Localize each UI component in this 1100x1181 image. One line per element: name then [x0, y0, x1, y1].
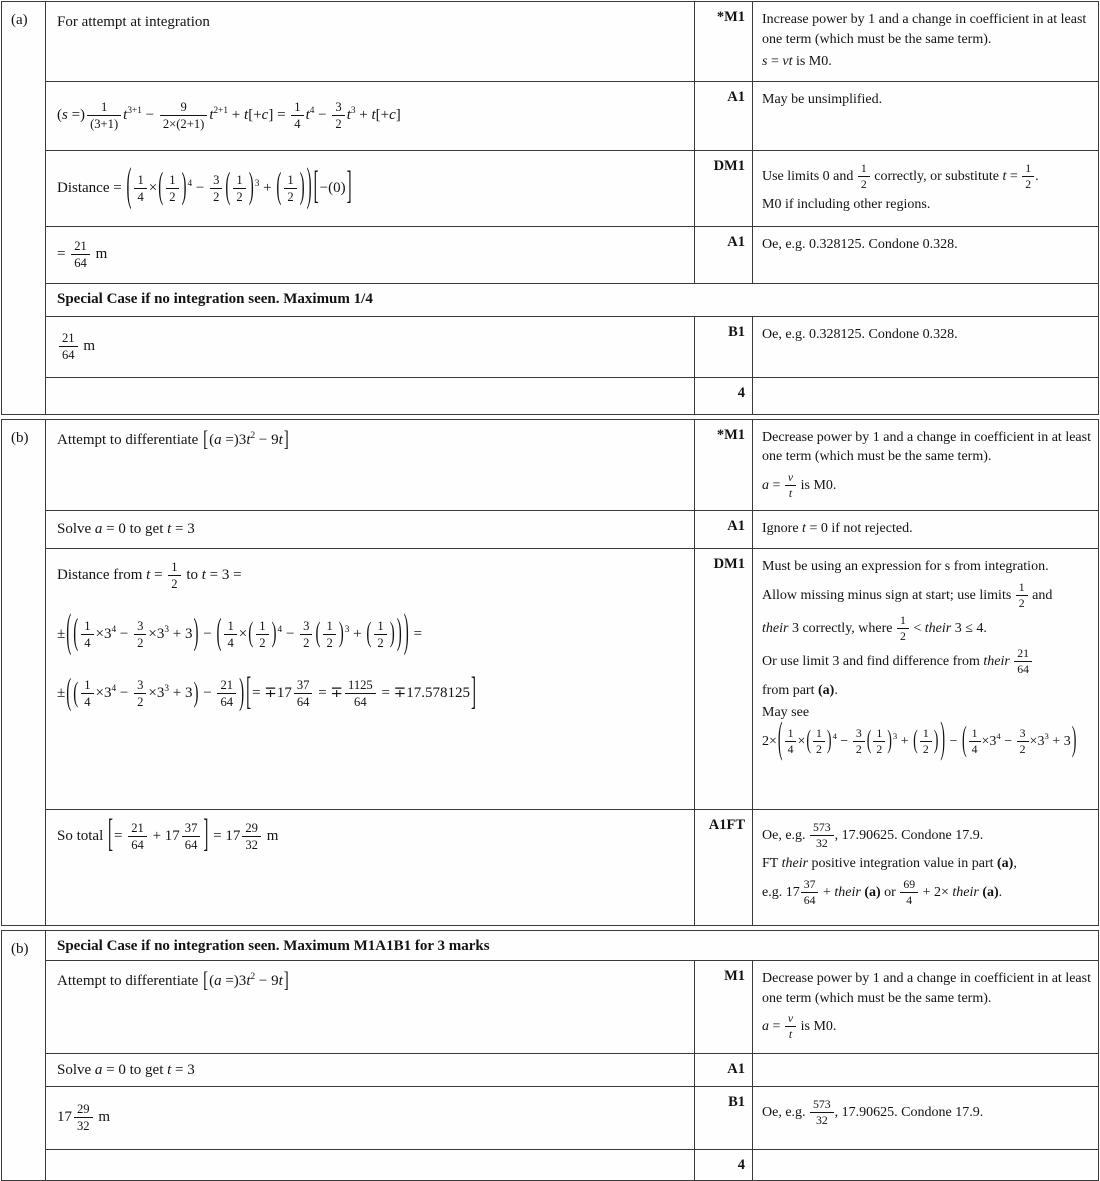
note-cell — [753, 1087, 1098, 1149]
work-line: So total [= $\frac{21}{64}$ + 17 $\frac{37}{64}$ ] = 17 $\frac{29}{32}$ m — [57, 821, 684, 852]
work-line: ±( ( $\frac{1}{4}$ $\times 3^4$ − $\frac{3}{2}$ $\times 3^3 + 3$) − ( $\frac{1}{4}$ ×( $\frac{1}{2}$ )$^4$ − $\frac{3}{2}$ ( $\frac{1}{2}$ )$^3$ + ( $\frac{1}{2}$ ) ) ) = — [57, 619, 684, 650]
scheme-row — [46, 810, 1098, 925]
fraction: $\frac{1}{2}$ — [233, 173, 245, 204]
paren-fence: ) — [299, 167, 305, 208]
paren-fence: ( — [158, 167, 164, 208]
rows-b — [46, 420, 1098, 925]
mark-label: A1 — [727, 233, 745, 250]
paren-fence: ) — [193, 613, 199, 654]
fraction: $\frac{21}{64}$ — [59, 331, 78, 362]
note-cell — [753, 1054, 1098, 1086]
paren-fence: ( — [866, 726, 872, 756]
note-line: Oe, e.g. 0.328125. Condone 0.328. — [762, 326, 958, 342]
note-line: Oe, e.g. 0.328125. Condone 0.328. — [762, 236, 958, 252]
work-line: Distance = ( $\frac{1}{4}$ ×( $\frac{1}{2}$ )$^4$ − $\frac{3}{2}$ ( $\frac{1}{2}$ )$^3$ + ( $\frac{1}{2}$ ) ) [−(0)] — [57, 173, 684, 204]
note-cell — [753, 549, 1098, 809]
note-cell — [753, 151, 1098, 226]
paren-fence: ] — [203, 814, 209, 857]
note-cell — [753, 2, 1098, 81]
paren-fence: ) — [239, 672, 245, 713]
mark-cell — [694, 317, 753, 377]
note-cell — [753, 511, 1098, 548]
fraction: $\frac{37}{64}$ — [801, 878, 819, 907]
mark-label: M1 — [724, 967, 745, 984]
note-cell — [753, 1150, 1098, 1180]
mark-label: A1FT — [708, 816, 745, 833]
fraction: $\frac{1}{2}$ — [1022, 162, 1034, 191]
fraction: $\frac{1}{4}$ — [785, 727, 797, 756]
work-cell — [46, 317, 694, 377]
note-line: May see — [762, 705, 810, 721]
mark-cell — [694, 82, 753, 150]
work-cell — [46, 378, 694, 414]
section-b-special — [1, 930, 1099, 1181]
mark-cell — [694, 1087, 753, 1149]
note-cell — [753, 961, 1098, 1053]
mark-cell — [694, 378, 753, 414]
fraction: $\frac{37}{64}$ — [182, 821, 201, 852]
paren-fence: ( — [66, 608, 72, 659]
note-line: Or use limit 3 and find difference from their $\frac{21}{64}$ — [762, 647, 1092, 676]
note-line: Must be using an expression for s from integration. — [762, 558, 1049, 574]
paren-fence: ) — [403, 608, 409, 659]
scheme-row — [46, 2, 1098, 82]
fraction: $\frac{21}{64}$ — [1014, 647, 1032, 676]
mark-label: A1 — [727, 518, 745, 535]
paren-fence: ( — [66, 672, 72, 713]
note-line: their 3 correctly, where $\frac{1}{2}$ < their 3 ≤ 4. — [762, 613, 987, 644]
special-case-text: Special Case if no integration seen. Maximum 1/4 — [57, 290, 373, 307]
note-line: Ignore t = 0 if not rejected. — [762, 521, 913, 537]
mark-label: B1 — [728, 1093, 745, 1110]
rows-b-special — [46, 931, 1098, 1180]
fraction: $\frac{1}{4}$ — [81, 678, 93, 709]
work-cell — [46, 549, 694, 809]
work-line: = $\frac{21}{64}$ m — [57, 239, 108, 271]
section-a — [1, 1, 1099, 415]
scheme-row — [46, 317, 1098, 378]
note-line: Decrease power by 1 and a change in coefficient in at least one term (which must be the same term). — [762, 429, 1091, 465]
mark-label: B1 — [728, 323, 745, 340]
scheme-row — [46, 1087, 1098, 1150]
mark-label: 4 — [737, 1156, 745, 1173]
paren-fence: ) — [933, 726, 939, 756]
bracket-fence: [ — [246, 672, 252, 714]
paren-fence: ( — [366, 618, 372, 650]
paren-fence: ( — [315, 618, 321, 650]
note-line: Use limits 0 and $\frac{1}{2}$ correctly, or substitute t = $\frac{1}{2}$ . — [762, 161, 1039, 191]
work-cell — [46, 151, 694, 226]
fraction: $\frac{1}{2}$ — [168, 560, 180, 591]
note-cell — [753, 378, 1098, 414]
paren-fence: ) — [248, 167, 254, 208]
mark-label: *M1 — [716, 426, 745, 443]
fraction: $\frac{1}{2}$ — [813, 727, 825, 756]
fraction: $\frac{1}{2}$ — [897, 614, 909, 643]
scheme-row — [46, 227, 1098, 284]
mark-cell — [694, 961, 753, 1053]
fraction: $\frac{3}{2}$ — [210, 173, 222, 204]
paren-fence: ( — [913, 726, 918, 756]
fraction: $\frac{1}{2}$ — [920, 727, 932, 756]
work-line: (s =) $\frac{1}{(3+1)}$ $t^{3+1}$ − $\frac{9}{2\times(2+1)}$ $t^{2+1} + t[+c]$ = $\frac{1}{4}$ $t^4$ − $\frac{3}{2}$ $t^3 + t[+c]$ — [57, 100, 401, 132]
note-line: Oe, e.g. $\frac{573}{32}$ , 17.90625. Condone 17.9. — [762, 820, 984, 851]
scheme-row — [46, 82, 1098, 151]
paren-fence: ( — [73, 613, 79, 654]
note-line: Decrease power by 1 and a change in coefficient in at least one term (which must be the same term). — [762, 970, 1091, 1006]
paren-fence: ( — [216, 613, 222, 654]
fraction: $\frac{1125}{64}$ — [345, 678, 376, 709]
fraction: $\frac{29}{32}$ — [242, 821, 261, 852]
bracket-fence: [ — [203, 968, 209, 993]
part-label: (b) — [2, 420, 46, 925]
fraction: $\frac{v}{t}$ — [785, 471, 796, 500]
mark-label: A1 — [727, 88, 745, 105]
fraction: $\frac{573}{32}$ — [810, 821, 834, 850]
note-line: FT their positive integration value in part (a), — [762, 856, 1017, 872]
note-line: s = vt is M0. — [762, 54, 832, 70]
note-line: May be unsimplified. — [762, 91, 883, 107]
work-line: 17 $\frac{29}{32}$ m — [57, 1102, 111, 1134]
fraction: $\frac{3}{2}$ — [134, 619, 146, 650]
work-cell — [46, 227, 694, 283]
scheme-row — [46, 549, 1098, 810]
mark-cell — [694, 151, 753, 226]
fraction: $\frac{1}{2}$ — [323, 619, 335, 650]
fraction: $\frac{1}{2}$ — [858, 162, 870, 191]
fraction: $\frac{1}{4}$ — [134, 173, 146, 204]
mark-label: *M1 — [716, 9, 745, 25]
note-cell — [753, 227, 1098, 283]
mark-scheme-table — [1, 1, 1099, 1181]
work-cell — [46, 1150, 694, 1180]
rows-a — [46, 2, 1098, 414]
work-cell — [46, 961, 694, 1053]
fraction: $\frac{573}{32}$ — [810, 1098, 834, 1127]
scheme-row — [46, 151, 1098, 227]
scheme-row — [46, 961, 1098, 1054]
fraction: $\frac{69}{4}$ — [900, 878, 918, 907]
paren-fence: ( — [225, 167, 231, 208]
fraction: $\frac{v}{t}$ — [785, 1012, 796, 1041]
note-line: Increase power by 1 and a change in coefficient in at least one term (which must be the same term). — [762, 12, 1087, 47]
fraction: $\frac{1}{(3+1)}$ — [87, 100, 121, 131]
paren-fence: ] — [283, 427, 289, 452]
paren-fence: ) — [1071, 721, 1077, 760]
part-label: (b) — [2, 931, 46, 1180]
fraction: $\frac{9}{2\times(2+1)}$ — [160, 100, 207, 131]
scheme-row — [46, 511, 1098, 549]
work-line: Solve a = 0 to get t = 3 — [57, 1061, 195, 1078]
fraction: $\frac{1}{4}$ — [291, 100, 303, 131]
paren-fence: ) — [193, 677, 199, 709]
mark-label: DM1 — [713, 555, 745, 572]
fraction: $\frac{3}{2}$ — [853, 727, 865, 756]
fraction: $\frac{21}{64}$ — [71, 239, 90, 270]
scheme-row — [46, 1054, 1098, 1087]
work-cell — [46, 82, 694, 150]
fraction: $\frac{1}{4}$ — [224, 619, 236, 650]
mark-cell — [694, 2, 753, 81]
work-line: Attempt to differentiate $[(a =)3t^2 - 9t]$ — [57, 431, 684, 450]
mark-cell — [694, 549, 753, 809]
work-cell — [46, 1054, 694, 1086]
fraction: $\frac{21}{64}$ — [217, 678, 236, 709]
paren-fence: ] — [283, 968, 289, 993]
fraction: $\frac{37}{64}$ — [294, 678, 313, 709]
work-cell — [46, 1087, 694, 1149]
paren-fence: ) — [181, 167, 187, 208]
work-line: $\frac{21}{64}$ m — [57, 331, 684, 362]
work-cell — [46, 810, 694, 925]
work-cell — [46, 2, 694, 81]
paren-fence: ( — [806, 726, 812, 756]
paren-fence: ( — [961, 721, 967, 760]
fraction: $\frac{1}{2}$ — [1016, 581, 1028, 610]
note-cell — [753, 420, 1098, 511]
paren-fence: ) — [389, 618, 395, 650]
mark-cell — [694, 227, 753, 283]
fraction: $\frac{1}{2}$ — [873, 727, 885, 756]
bracket-fence: [ — [203, 427, 209, 452]
section-b — [1, 419, 1099, 926]
paren-fence: ) — [306, 162, 312, 212]
fraction: $\frac{1}{2}$ — [166, 173, 178, 204]
fraction: $\frac{1}{2}$ — [284, 173, 296, 204]
special-case-text: Special Case if no integration seen. Maximum M1A1B1 for 3 marks — [57, 937, 490, 954]
fraction: $\frac{3}{2}$ — [1017, 727, 1029, 756]
bracket-fence: [ — [313, 166, 319, 209]
fraction: $\frac{3}{2}$ — [134, 678, 146, 709]
mark-cell — [694, 420, 753, 511]
note-cell — [753, 810, 1098, 925]
work-line: ±( ( $\frac{1}{4}$ $\times 3^4$ − $\frac{3}{2}$ $\times 3^3 + 3$) − $\frac{21}{64}$ ) [= ∓17 $\frac{37}{64}$ = ∓ $\frac{1125}{64}$ = ∓17.578125] — [57, 678, 684, 709]
paren-fence: ( — [73, 677, 79, 709]
note-line: Oe, e.g. $\frac{573}{32}$ , 17.90625. Condone 17.9. — [762, 1097, 984, 1128]
paren-fence: ) — [940, 717, 946, 764]
work-line: Solve a = 0 to get t = 3 — [57, 521, 195, 538]
bracket-fence: [ — [108, 814, 114, 857]
mark-cell — [694, 511, 753, 548]
note-line: e.g. 17 $\frac{37}{64}$ + their (a) or $\frac{69}{4}$ + 2× their (a). — [762, 877, 1003, 908]
note-line: from part (a). — [762, 682, 838, 698]
fraction: $\frac{1}{4}$ — [969, 727, 981, 756]
note-line: a = $\frac{v}{t}$ is M0. — [762, 1012, 837, 1042]
note-cell — [753, 82, 1098, 150]
part-label: (a) — [2, 2, 46, 414]
fraction: $\frac{1}{2}$ — [374, 619, 386, 650]
total-marks-row — [46, 1150, 1098, 1180]
paren-fence: ) — [338, 618, 344, 650]
paren-fence: ( — [248, 618, 254, 650]
note-line: a = $\frac{v}{t}$ is M0. — [762, 470, 837, 501]
mark-label: 4 — [737, 384, 745, 401]
paren-fence: ( — [276, 167, 282, 208]
paren-fence: ) — [826, 726, 832, 756]
work-line: Distance from t = $\frac{1}{2}$ to t = 3 = — [57, 559, 242, 591]
paren-fence: ) — [396, 613, 402, 654]
note-line: M0 if including other regions. — [762, 197, 931, 213]
fraction: $\frac{1}{4}$ — [81, 619, 93, 650]
paren-fence: ) — [271, 618, 277, 650]
paren-fence: ] — [471, 672, 476, 714]
paren-fence: ( — [126, 162, 132, 212]
paren-fence: ] — [346, 166, 352, 209]
note-line: Allow missing minus sign at start; use limits $\frac{1}{2}$ and — [762, 580, 1053, 610]
mark-label: A1 — [727, 1060, 745, 1077]
fraction: $\frac{21}{64}$ — [128, 821, 147, 852]
work-cell — [46, 420, 694, 511]
paren-fence: ) — [887, 726, 892, 756]
mark-cell — [694, 1150, 753, 1180]
fraction: $\frac{3}{2}$ — [332, 100, 344, 131]
work-line: For attempt at integration — [57, 14, 210, 30]
note-cell — [753, 317, 1098, 377]
mark-cell — [694, 810, 753, 925]
fraction: $\frac{1}{2}$ — [256, 619, 268, 650]
fraction: $\frac{3}{2}$ — [300, 619, 312, 650]
paren-fence: ( — [777, 717, 783, 764]
total-marks-row — [46, 378, 1098, 414]
fraction: $\frac{29}{32}$ — [74, 1102, 93, 1133]
special-case-row — [46, 931, 1098, 961]
note-line: 2×( $\frac{1}{4}$ ×( $\frac{1}{2}$ )$^4$ − $\frac{3}{2}$ ( $\frac{1}{2}$ )$^3$ + ( $\frac{1}{2}$ ) ) − ( $\frac{1}{4}$ $\times 3^4$ − $\frac{3}{2}$ $\times 3^3 + 3$) — [762, 727, 1092, 756]
special-case-row — [46, 284, 1098, 317]
scheme-row — [46, 420, 1098, 512]
work-line: Attempt to differentiate $[(a =)3t^2 - 9t]$ — [57, 972, 684, 991]
work-cell — [46, 511, 694, 548]
mark-label: DM1 — [713, 157, 745, 174]
mark-cell — [694, 1054, 753, 1086]
